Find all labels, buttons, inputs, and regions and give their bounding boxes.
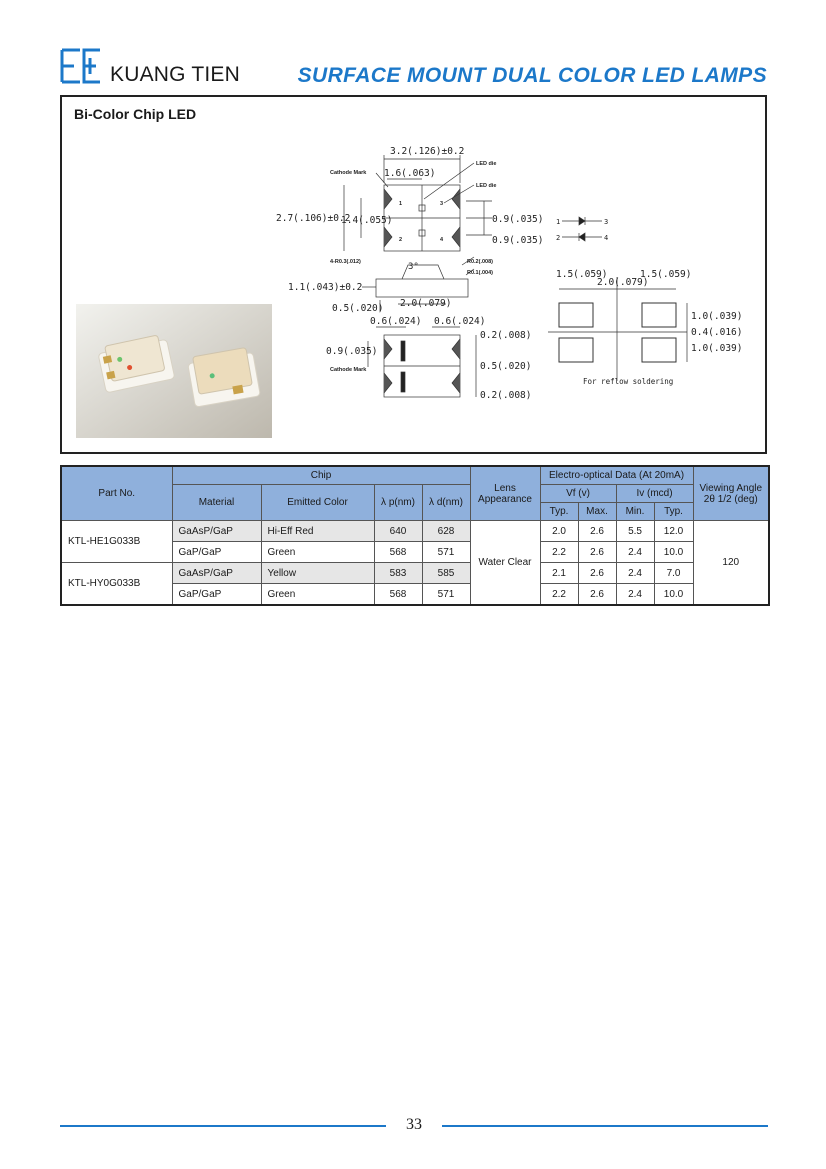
lambda-d-cell: 571 bbox=[422, 542, 470, 563]
page-number: 33 bbox=[406, 1116, 422, 1133]
pad-20-label: 2.0(.079) bbox=[597, 277, 649, 288]
vf-typ-cell: 2.2 bbox=[540, 542, 578, 563]
header-vf-max: Max. bbox=[578, 503, 616, 521]
dim-20-label: 2.0(.079) bbox=[400, 298, 452, 309]
led-die-label-2: LED die bbox=[476, 183, 497, 189]
pin-3-label: 3 bbox=[440, 201, 444, 207]
vf-max-cell: 2.6 bbox=[578, 542, 616, 563]
vf-typ-cell: 2.2 bbox=[540, 584, 578, 606]
spec-table bbox=[60, 465, 770, 606]
material-cell: GaAsP/GaP bbox=[172, 563, 261, 584]
vf-typ-cell: 2.0 bbox=[540, 521, 578, 542]
header-iv: Iv (mcd) bbox=[616, 485, 693, 503]
schematic-1-label: 1 bbox=[556, 218, 561, 226]
pad-10b-label: 1.0(.039) bbox=[691, 343, 743, 354]
dim-height-label: 2.7(.106)±0.2 bbox=[276, 213, 351, 224]
dim-06a-label: 0.6(.024) bbox=[370, 316, 422, 327]
dim-02a-label: 0.2(.008) bbox=[480, 330, 532, 341]
iv-min-cell: 2.4 bbox=[616, 584, 654, 606]
lambda-p-cell: 568 bbox=[374, 584, 422, 606]
reflow-label: For reflow soldering bbox=[583, 377, 674, 386]
pin-1-label: 1 bbox=[399, 201, 403, 207]
header-lambda-d: λ d(nm) bbox=[422, 485, 470, 521]
pin-4-label: 4 bbox=[440, 237, 444, 243]
cathode-mark-label-2: Cathode Mark bbox=[330, 367, 367, 373]
table-row bbox=[61, 563, 769, 584]
dim-16-label: 1.6(.063) bbox=[384, 168, 436, 179]
figure-box bbox=[60, 95, 767, 454]
iv-typ-cell: 10.0 bbox=[654, 542, 693, 563]
r02-label: R0.2(.008) bbox=[467, 259, 493, 265]
iv-typ-cell: 12.0 bbox=[654, 521, 693, 542]
material-cell: GaAsP/GaP bbox=[172, 521, 261, 542]
lambda-p-cell: 583 bbox=[374, 563, 422, 584]
angle-label: 3° bbox=[408, 262, 419, 272]
material-cell: GaP/GaP bbox=[172, 542, 261, 563]
dim-05-label: 0.5(.020) bbox=[332, 303, 384, 314]
page-header bbox=[60, 44, 770, 88]
schematic-4-label: 4 bbox=[604, 234, 609, 242]
lens-appearance-cell: Water Clear bbox=[470, 521, 540, 606]
header-part-no: Part No. bbox=[61, 466, 172, 521]
dim-02b-label: 0.2(.008) bbox=[480, 390, 532, 401]
table-row bbox=[61, 521, 769, 542]
color-cell: Green bbox=[261, 542, 374, 563]
dimension-drawing bbox=[62, 97, 765, 452]
header-vf-typ: Typ. bbox=[540, 503, 578, 521]
cathode-mark-label: Cathode Mark bbox=[330, 170, 367, 176]
radius-label: 4-R0.3(.012) bbox=[330, 259, 361, 265]
header-material: Material bbox=[172, 485, 261, 521]
kuang-tien-logo-icon bbox=[60, 48, 102, 84]
lambda-d-cell: 585 bbox=[422, 563, 470, 584]
figure-title: Bi-Color Chip LED bbox=[74, 106, 197, 122]
color-cell: Yellow bbox=[261, 563, 374, 584]
header-iv-typ: Typ. bbox=[654, 503, 693, 521]
dim-09a-label: 0.9(.035) bbox=[492, 214, 544, 225]
dim-width-label: 3.2(.126)±0.2 bbox=[390, 146, 465, 157]
header-emitted-color: Emitted Color bbox=[261, 485, 374, 521]
dim-09c-label: 0.9(.035) bbox=[326, 346, 378, 357]
page-headline: SURFACE MOUNT DUAL COLOR LED LAMPS bbox=[297, 64, 767, 87]
lambda-d-cell: 571 bbox=[422, 584, 470, 606]
pin-2-label: 2 bbox=[399, 237, 403, 243]
header-viewing-angle: Viewing Angle 2θ 1/2 (deg) bbox=[693, 466, 769, 521]
iv-typ-cell: 7.0 bbox=[654, 563, 693, 584]
header-lambda-p: λ p(nm) bbox=[374, 485, 422, 521]
vf-max-cell: 2.6 bbox=[578, 584, 616, 606]
dim-06b-label: 0.6(.024) bbox=[434, 316, 486, 327]
lambda-d-cell: 628 bbox=[422, 521, 470, 542]
color-cell: Green bbox=[261, 584, 374, 606]
part-number: KTL-HE1G033B bbox=[61, 521, 172, 563]
dim-11-label: 1.1(.043)±0.2 bbox=[288, 282, 363, 293]
header-lens: Lens Appearance bbox=[470, 466, 540, 521]
schematic-3-label: 3 bbox=[604, 218, 609, 226]
led-die-label-1: LED die bbox=[476, 161, 497, 167]
r01-label: R0.1(.004) bbox=[467, 270, 493, 276]
footer-rule-left bbox=[60, 1125, 386, 1127]
iv-min-cell: 5.5 bbox=[616, 521, 654, 542]
pad-04-label: 0.4(.016) bbox=[691, 327, 743, 338]
dim-09b-label: 0.9(.035) bbox=[492, 235, 544, 246]
header-electro-optical: Electro-optical Data (At 20mA) bbox=[540, 466, 693, 485]
lambda-p-cell: 640 bbox=[374, 521, 422, 542]
vf-typ-cell: 2.1 bbox=[540, 563, 578, 584]
schematic-2-label: 2 bbox=[556, 234, 561, 242]
iv-min-cell: 2.4 bbox=[616, 542, 654, 563]
header-iv-min: Min. bbox=[616, 503, 654, 521]
footer-rule-right bbox=[442, 1125, 768, 1127]
vf-max-cell: 2.6 bbox=[578, 521, 616, 542]
pad-10a-label: 1.0(.039) bbox=[691, 311, 743, 322]
part-number: KTL-HY0G033B bbox=[61, 563, 172, 606]
brand-name: KUANG TIEN bbox=[110, 63, 240, 86]
pad-15b-label: 1.5(.059) bbox=[640, 269, 692, 280]
material-cell: GaP/GaP bbox=[172, 584, 261, 606]
dim-14-label: 1.4(.055) bbox=[341, 215, 393, 226]
viewing-angle-cell: 120 bbox=[693, 521, 769, 606]
color-cell: Hi-Eff Red bbox=[261, 521, 374, 542]
dim-05b-label: 0.5(.020) bbox=[480, 361, 532, 372]
iv-min-cell: 2.4 bbox=[616, 563, 654, 584]
header-vf: Vf (v) bbox=[540, 485, 616, 503]
pad-15a-label: 1.5(.059) bbox=[556, 269, 608, 280]
header-chip: Chip bbox=[172, 466, 470, 485]
iv-typ-cell: 10.0 bbox=[654, 584, 693, 606]
lambda-p-cell: 568 bbox=[374, 542, 422, 563]
vf-max-cell: 2.6 bbox=[578, 563, 616, 584]
